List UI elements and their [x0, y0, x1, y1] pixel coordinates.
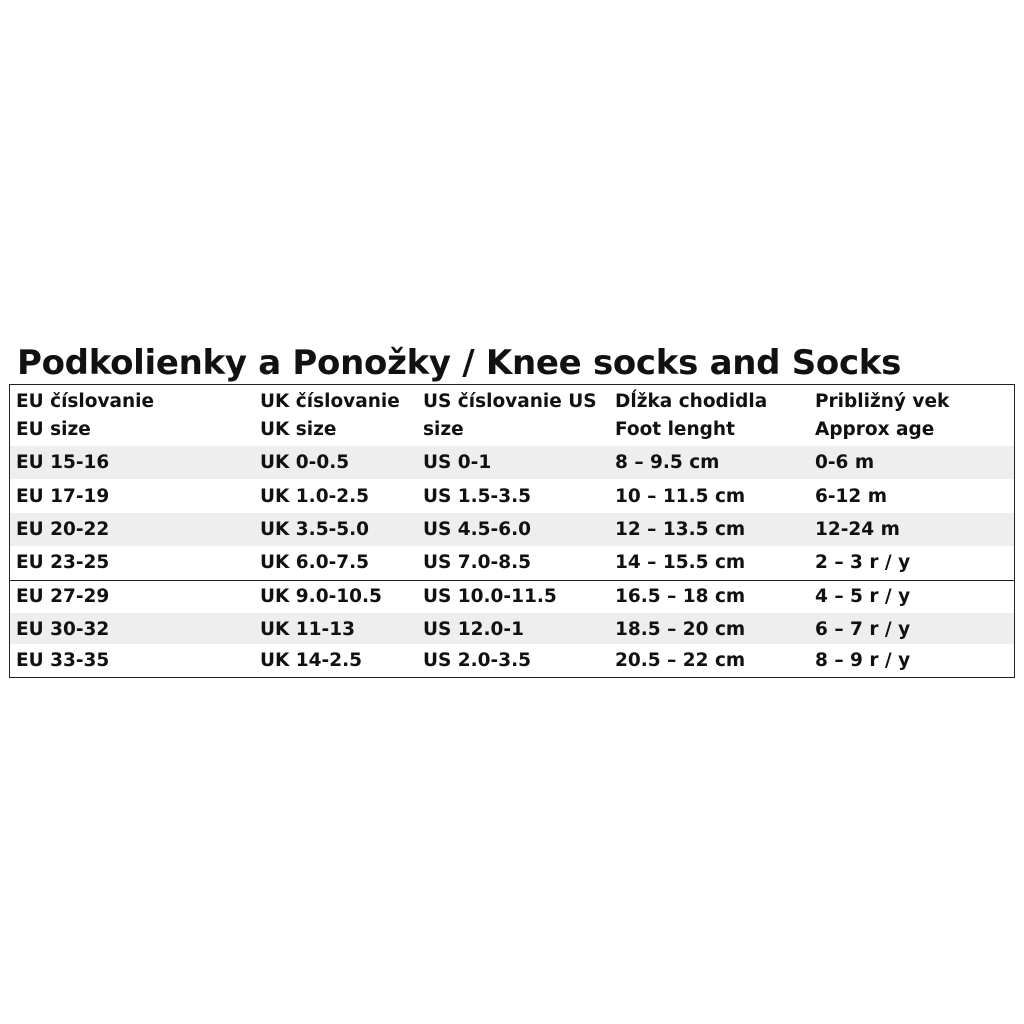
header-age-line1: Približný vek	[815, 390, 950, 412]
cell-eu-size: EU 30-32	[16, 619, 110, 641]
header-cell-us	[423, 385, 597, 446]
header-us-line2: size	[423, 418, 464, 440]
cell-uk-size: UK 6.0-7.5	[260, 552, 370, 574]
table-row	[10, 513, 1014, 546]
table-row	[10, 546, 1014, 579]
cell-us-size: US 12.0-1	[423, 619, 524, 641]
cell-us-size: US 1.5-3.5	[423, 485, 532, 507]
cell-us-size: US 7.0-8.5	[423, 552, 532, 574]
cell-approx-age: 4 – 5 r / y	[815, 586, 911, 608]
cell-uk-size: UK 0-0.5	[260, 452, 350, 474]
cell-foot-length: 18.5 – 20 cm	[615, 619, 746, 641]
cell-eu-size: EU 27-29	[16, 586, 110, 608]
cell-us-size: US 4.5-6.0	[423, 518, 532, 540]
cell-eu-size: EU 17-19	[16, 485, 110, 507]
header-age-line2: Approx age	[815, 418, 935, 440]
header-cell-eu	[16, 385, 154, 446]
cell-uk-size: UK 11-13	[260, 619, 355, 641]
table-row	[10, 613, 1014, 646]
table-row	[10, 580, 1014, 613]
header-cell-foot-length	[615, 385, 767, 446]
cell-uk-size: UK 1.0-2.5	[260, 485, 370, 507]
cell-uk-size: UK 14-2.5	[260, 650, 362, 672]
header-cell-uk	[260, 385, 400, 446]
header-uk-line2: UK size	[260, 418, 337, 440]
cell-us-size: US 10.0-11.5	[423, 586, 557, 608]
cell-approx-age: 6 – 7 r / y	[815, 619, 911, 641]
cell-foot-length: 14 – 15.5 cm	[615, 552, 746, 574]
cell-us-size: US 0-1	[423, 452, 492, 474]
header-us-line1: US číslovanie US	[423, 390, 597, 412]
cell-eu-size: EU 15-16	[16, 452, 110, 474]
table-header-row	[10, 385, 1014, 446]
cell-foot-length: 16.5 – 18 cm	[615, 586, 746, 608]
cell-approx-age: 0-6 m	[815, 452, 875, 474]
table-row	[10, 479, 1014, 512]
cell-foot-length: 20.5 – 22 cm	[615, 650, 746, 672]
cell-foot-length: 10 – 11.5 cm	[615, 485, 746, 507]
cell-approx-age: 12-24 m	[815, 518, 900, 540]
cell-foot-length: 12 – 13.5 cm	[615, 518, 746, 540]
cell-foot-length: 8 – 9.5 cm	[615, 452, 720, 474]
cell-eu-size: EU 33-35	[16, 650, 110, 672]
cell-uk-size: UK 3.5-5.0	[260, 518, 370, 540]
page-title: Podkolienky a Ponožky / Knee socks and Socks	[17, 343, 902, 383]
cell-eu-size: EU 23-25	[16, 552, 110, 574]
cell-eu-size: EU 20-22	[16, 518, 110, 540]
header-foot-length-line2: Foot lenght	[615, 418, 735, 440]
table-row	[10, 446, 1014, 479]
header-eu-line1: EU číslovanie	[16, 390, 155, 412]
cell-uk-size: UK 9.0-10.5	[260, 586, 382, 608]
cell-approx-age: 6-12 m	[815, 485, 888, 507]
table-row	[10, 644, 1014, 677]
cell-approx-age: 8 – 9 r / y	[815, 650, 911, 672]
header-eu-line2: EU size	[16, 418, 91, 440]
header-foot-length-line1: Dĺžka chodidla	[615, 390, 768, 412]
cell-us-size: US 2.0-3.5	[423, 650, 532, 672]
header-cell-age	[815, 385, 949, 446]
size-table	[9, 384, 1015, 678]
header-uk-line1: UK číslovanie	[260, 390, 400, 412]
cell-approx-age: 2 – 3 r / y	[815, 552, 911, 574]
